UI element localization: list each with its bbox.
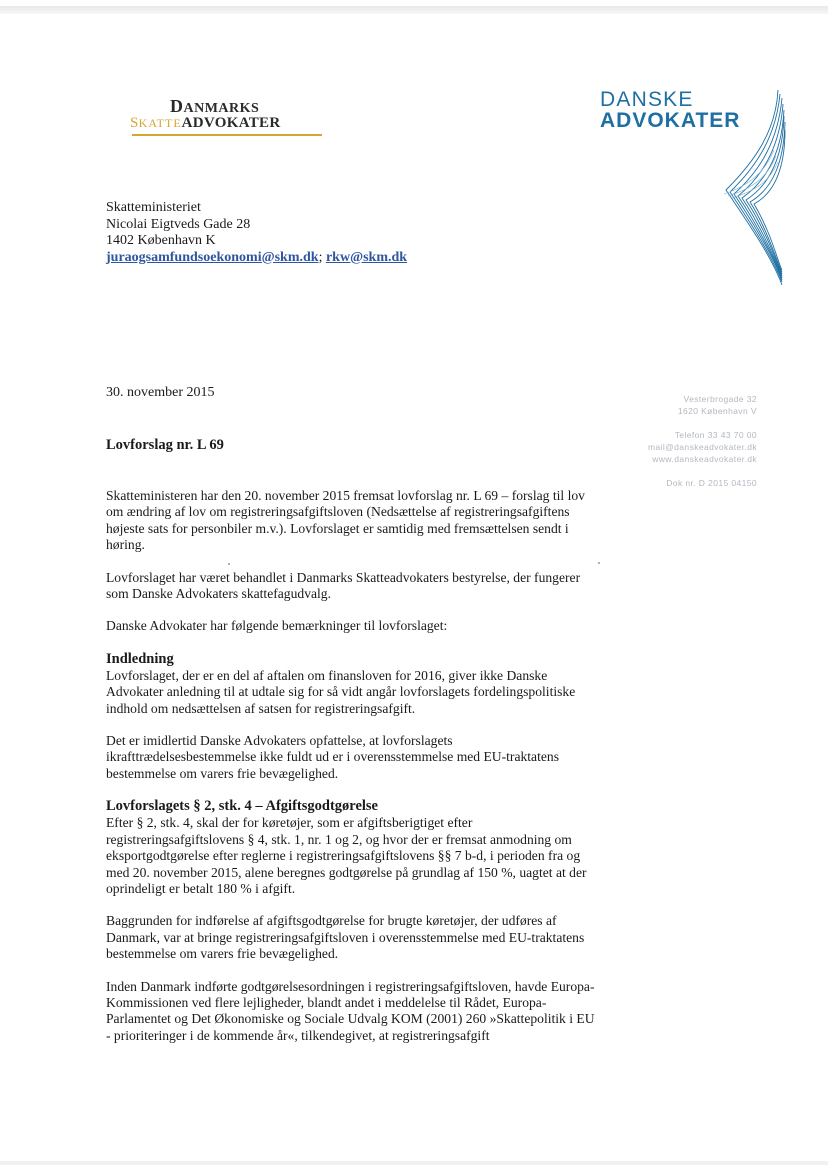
document-number: Dok nr. D 2015 04150 bbox=[666, 478, 757, 488]
scan-speck bbox=[598, 562, 600, 564]
dsa-logo-underline bbox=[132, 134, 322, 136]
heading-indledning: Indledning bbox=[106, 650, 174, 667]
da-logo-line2: ADVOKATER bbox=[600, 109, 741, 132]
sender-contact-sidebar bbox=[648, 393, 757, 489]
bottom-scan-edge bbox=[0, 1161, 828, 1165]
sender-web: www.danskeadvokater.dk bbox=[652, 454, 757, 464]
sender-city: 1620 København V bbox=[677, 406, 757, 416]
paragraph-board: Lovforslaget har været behandlet i Danmarks Skatteadvokaters bestyrelse, der fungerer som Danske Advokaters skattefagudvalg. bbox=[106, 569, 581, 602]
letter-subject: Lovforslag nr. L 69 bbox=[106, 437, 224, 453]
sender-phone: Telefon 33 43 70 00 bbox=[674, 430, 757, 440]
recipient-email-link-2[interactable]: rkw@skm.dk bbox=[325, 249, 408, 265]
sender-email: mail@danskeadvokater.dk bbox=[647, 442, 757, 452]
top-scan-edge bbox=[0, 6, 828, 14]
recipient-emails bbox=[106, 250, 407, 267]
recipient-email-link-1[interactable]: juraogsamfundsoekonomi@skm.dk bbox=[106, 249, 319, 265]
sender-street: Vesterbrogade 32 bbox=[683, 394, 757, 404]
da-logo-line1: DANSKE bbox=[600, 88, 694, 111]
dsa-logo-line2: SKATTEADVOKATER bbox=[130, 115, 281, 131]
paragraph-opfattelse: Det er imidlertid Danske Advokaters opfattelse, at lovforslagets ikrafttrædelsesbestemmelse ikke fuldt ud er i overensstemmelse med EU-traktatens bestemmelse om varers frie bevægelighed. bbox=[106, 733, 559, 781]
recipient-address bbox=[106, 200, 407, 266]
paragraph-baggrund: Baggrunden for indførelse af afgiftsgodtgørelse for brugte køretøjer, der udføres af Danmark, var at bringe registreringsafgiftsloven i overensstemmelse med EU-traktatens bestemmelse om varers frie bevægelighed. bbox=[106, 913, 585, 962]
email-separator: ; bbox=[318, 249, 326, 265]
dsa-logo-line1: DANMARKS bbox=[170, 96, 260, 116]
danske-advokater-swoosh-graphic bbox=[716, 90, 788, 295]
recipient-city: 1402 København K bbox=[106, 233, 216, 248]
recipient-name: Skatteministeriet bbox=[106, 200, 201, 215]
letter-date: 30. november 2015 bbox=[106, 385, 215, 400]
paragraph-kommission: Inden Danmark indførte godtgørelsesordningen i registreringsafgiftsloven, havde Europa-Kommissionen ved flere lejligheder, blandt andet i meddelelse til Rådet, Europa-Parlamentet og Det Økonomiske og Sociale Udvalg KOM (2001) 260 »Skattepolitik i EU - prioriteringer i de kommende år«, tilkendegivet, at registreringsafgift bbox=[106, 978, 595, 1043]
heading-afgiftsgodtgoerelse: Lovforslagets § 2, stk. 4 – Afgiftsgodtgørelse bbox=[106, 798, 378, 815]
paragraph-intro: Skatteministeren har den 20. november 2015 fremsat lovforslag nr. L 69 – forslag til lov om ændring af lov om registreringsafgiftsloven (Nedsættelse af registreringsafgiftens højeste sats for personbiler m.v.). Lovforslaget er samtidig med fremsættelsen sendt i høring. bbox=[106, 488, 585, 553]
paragraph-stk4: Efter § 2, stk. 4, skal der for køretøjer, som er afgiftsberigtiget efter registreringsafgiftslovens § 4, stk. 1, nr. 1 og 2, og hvor der er fremsat anmodning om eksportgodtgørelse efter reglerne i registreringsafgiftslovens §§ 7 b-d, i perioden fra og med 20. november 2015, alene beregnes godtgørelse på grundlag af 150 %, uagtet at der oprindeligt er betalt 180 % i afgift. bbox=[106, 815, 587, 896]
recipient-street: Nicolai Eigtveds Gade 28 bbox=[106, 216, 251, 232]
paragraph-indledning: Lovforslaget, der er en del af aftalen om finansloven for 2016, giver ikke Danske Advokater anledning til at udtale sig for så vidt angår lovforslagets fordelingspolitiske indhold om nedsættelsen af satsen for registreringsafgift. bbox=[106, 667, 576, 716]
letter-body bbox=[106, 488, 596, 1060]
paragraph-remarks: Danske Advokater har følgende bemærkninger til lovforslaget: bbox=[106, 618, 448, 634]
